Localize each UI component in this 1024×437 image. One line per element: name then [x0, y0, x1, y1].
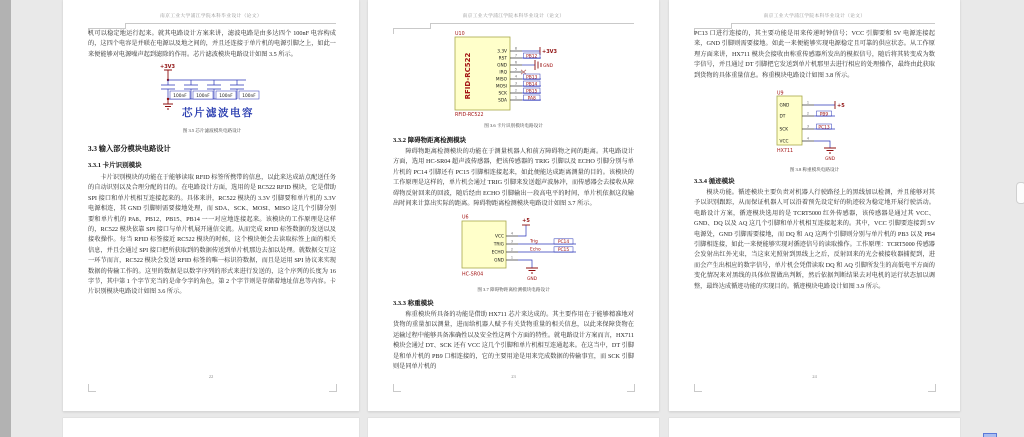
svg-text:4: 4	[514, 73, 518, 79]
svg-text:SDA: SDA	[498, 98, 507, 104]
svg-text:+5: +5	[837, 103, 845, 109]
text-boundary-corner	[329, 384, 337, 392]
net-pc13	[814, 124, 835, 130]
paragraph-filter-cap: 机可以稳定地运行起来。就其电路设计方案来讲，滤波电路是由多达四个 100nF 电容构成的，这四个电容是并联在电源以及地之间的，并且还连接于单片机的电源引脚之上，如此一来便能够对电源噪声起到滤除的作用。芯片滤波模块电路设计如图 3.5 所示。	[88, 30, 336, 58]
net-pb9	[814, 111, 835, 117]
pin-stubs	[802, 100, 814, 141]
next-row-page	[63, 418, 359, 437]
svg-text:PB9: PB9	[819, 112, 829, 118]
scrollbar-thumb[interactable]	[1016, 182, 1024, 204]
text-boundary-corner	[627, 384, 635, 392]
svg-text:8: 8	[514, 45, 518, 51]
svg-text:MISO: MISO	[495, 77, 507, 83]
next-row-page	[368, 418, 659, 437]
net-pb15	[522, 88, 541, 94]
power-symbol	[164, 70, 172, 81]
power-net-label: +3V3	[160, 64, 176, 70]
page-header: 南京工业大学浦江学院本科毕业设计（论文）	[763, 14, 866, 19]
svg-text:3: 3	[514, 80, 518, 86]
svg-text:IRQ: IRQ	[499, 70, 507, 76]
svg-text:PC14: PC14	[557, 240, 570, 246]
figure-caption-3-7: 图 3.7 障碍物距离检测模块电路设计	[477, 287, 550, 292]
page-header: 南京工业大学浦江学院本科毕业设计（论文）	[160, 14, 262, 19]
paragraph-3-3-3: 称重模块所具备的功能是借助 HX711 芯片来达成的。其主要作用在于能够精准地对货物的重量加以测量，进而给机器人赋予有关货物重量的相关信息，以此来保障货物在运输过程中能够具备准确性以及安全性这两个方面的特性。就电路设计方案而言，HX711 模块会通过 DT、SCK 还有 VCC 这几个引脚和单片机相互连通起来。在这当中，DT 引脚是和单片机的 PB9 口相连接的，它的主要用途是用来完成数据的传输事宜，而 SCK 引脚则是同单片机的	[393, 311, 634, 371]
document-page-22	[63, 0, 359, 411]
svg-text:GND: GND	[543, 64, 554, 69]
svg-text:RST: RST	[498, 56, 507, 62]
paragraph-3-3-4: 模块功能。循迹模块主要负责对机器人行驶路径上的黑线加以检测，并且能够对其予以识别跟踪，从而保证机器人可以沿着预先设定好的轨迹较为稳定地开展行驶活动。电路设计方案，循迹模块选用的是 TCRT5000 红外传感器，该传感器是通过其 VCC、GND、DQ 以及 AQ 这几个引脚和单片机相互连接起来的。其中，VCC 引脚要连接到 5V 电源处，GND 引脚需要接地，而 DQ 和 AQ 这两个引脚则分别与单片机的 PB3 以及 PB4 引脚相连接，如此一来便能够实现对循迹信号的读取操作。工作原理：TCRT5000 传感器会发射出红外光束，当这束光照射到黑线上之后，反射回来的光会被接收器捕捉到，进而会产生出相应的数字信号，单片机会凭借读取 DQ 和 AQ 引脚所发生的高低电平方面的变化情况来对黑线的具体位置做出判断，然后依据判断结果去对电机的运行状态加以调整，最终达成循迹功能的实现目的。循迹模块电路设计如图 3.9 所示。	[694, 189, 935, 290]
bottom-edge-indicator	[983, 433, 997, 437]
refdes-label: U9	[777, 91, 784, 97]
figure-caption-3-5: 图 3.5 芯片滤波模块电路设计	[182, 128, 242, 133]
heading-3-3-4: 3.3.4 循迹模块	[694, 178, 735, 185]
svg-text:MOSI: MOSI	[495, 84, 507, 90]
figure-caption-3-8: 图 3.8 称重模块电路设计	[789, 167, 840, 172]
figure-3-7-schematic	[448, 212, 628, 290]
svg-text:2: 2	[514, 87, 518, 93]
svg-text:+3V3: +3V3	[542, 49, 558, 55]
svg-text:3: 3	[510, 238, 514, 244]
svg-text:ECHO: ECHO	[491, 250, 504, 256]
svg-text:PB14: PB14	[526, 82, 538, 88]
heading-3-3: 3.3 输入部分模块电路设计	[88, 145, 171, 153]
page-number: 24	[812, 374, 817, 379]
part-name-label: HX711	[777, 149, 794, 154]
part-name-label: RFID-RC522	[455, 113, 484, 118]
cap-value: 100nF	[219, 94, 233, 99]
left-panel-edge	[0, 0, 11, 437]
net-power-5v	[518, 218, 530, 236]
paragraph-hx711-cont: PC13 口进行连接的，其主要功能是用来传递时钟信号；VCC 引脚要和 5V 电源连接起来，GND 引脚则需要接地。如此一来便能够实现电源稳定且可靠的供应状态。从工作原理方面来讲，HX711 模块会接收由称重传感器所发出的模拟信号，随后将其转变成为数字信号，并且通过 DT 引脚把它发送到单片机那里去进行相应的处理操作，最终由此获取到货物的具体重量信息。称重模块电路设计如图 3.8 所示。	[694, 30, 935, 79]
refdes-label: U6	[462, 215, 469, 221]
heading-3-3-1: 3.3.1 卡片识别模块	[88, 162, 142, 169]
heading-3-3-3: 3.3.3 称重模块	[393, 300, 434, 307]
svg-text:5: 5	[514, 66, 518, 72]
svg-text:2: 2	[510, 246, 514, 252]
net-pa8	[522, 95, 541, 101]
pin-stubs	[506, 231, 518, 260]
cap-value: 100nF	[196, 94, 210, 99]
heading-3-3-2: 3.3.2 障碍物距离检测模块	[393, 137, 467, 144]
svg-text:GND: GND	[494, 258, 504, 264]
header-rule-left	[393, 28, 430, 29]
svg-text:TRIG: TRIG	[493, 242, 504, 248]
svg-text:VCC: VCC	[779, 139, 789, 145]
svg-text:7: 7	[514, 52, 518, 58]
svg-text:PC13: PC13	[818, 125, 830, 131]
svg-text:+5: +5	[522, 218, 530, 224]
svg-text:SCK: SCK	[498, 91, 507, 97]
paragraph-3-3-1: 卡片识别模块的功能在于能够读取 RFID 标签所携带的信息，以此来达成站点配送任务的自动识别以及合理分配的目的。在电路设计方面，选用的是 RC522 RFID 模块，它是借助 SPI 接口和单片机相互连接起来的。具体来讲，RC522 模块的 3.3V 引脚要和单片机的 3.3V 电源相连，其 GND 引脚则需要接地处理，而 SDA、SCK、MOSI、MISO 这几个引脚分别要和单片机的 PA8、PB12、PB15、PB14 一一对应地连接起来。该模块的工作原理是这样的，RC522 模块依靠 SPI 接口与单片机展开通信交流。从而完成 RFID 标签数据的发送以及接收操作。每当 RFID 标签接近 RC522 模块的时候，这个模块便会去读取标签上面的相关信息，并且会通过 SPI 接口把所获取到的数据传送到单片机那边去加以处理。就数据交互这一环节而言，RC522 模块会发送 RFID 标签的唯一标识符数据，而且是运用 SPI 协议来实现数据的传输工作的。这里的数据是以数字序列的形式来进行发送的，这个序列的长度为 16 字节，其中第 1 个字节充当的是命令字的角色，第 2 个字节则是存储着地址信息等内容。卡片识别模块电路设计如图 3.6 所示。	[88, 174, 336, 296]
svg-text:GND: GND	[824, 157, 836, 162]
document-page-24	[669, 0, 960, 411]
next-row-page	[669, 418, 960, 437]
header-rule	[430, 23, 634, 24]
net-echo-pc15	[518, 246, 576, 253]
svg-text:Trig: Trig	[530, 239, 538, 245]
figure-3-6-schematic	[448, 30, 648, 122]
page-header: 南京工业大学浦江学院本科毕业设计（论文）	[462, 14, 565, 19]
svg-text:PC15: PC15	[557, 248, 570, 254]
page-number: 23	[511, 374, 516, 379]
svg-text:1: 1	[806, 99, 810, 105]
document-page-23	[368, 0, 659, 411]
svg-text:4: 4	[510, 230, 514, 236]
net-gnd	[522, 60, 554, 70]
svg-text:PB15: PB15	[526, 89, 538, 95]
svg-text:GND: GND	[526, 277, 538, 282]
text-boundary-corner	[88, 384, 96, 392]
header-rule	[125, 23, 336, 24]
net-pb13	[522, 74, 541, 80]
figure-title: 芯片滤波电容	[182, 108, 254, 119]
page-number: 22	[208, 374, 214, 379]
text-boundary-corner	[928, 384, 936, 392]
part-name-vertical: RFID-RC522	[464, 52, 472, 100]
svg-text:GND: GND	[497, 63, 507, 69]
svg-text:PB13: PB13	[526, 75, 538, 81]
text-boundary-corner	[694, 384, 702, 392]
svg-text:4: 4	[806, 135, 810, 141]
capacitor-values	[170, 91, 259, 99]
ground-symbol	[814, 141, 836, 162]
figure-3-8-schematic	[769, 90, 919, 166]
figure-caption-3-6: 图 3.6 卡片识别模块电路设计	[484, 123, 543, 128]
refdes-label: U10	[455, 32, 465, 37]
ground-symbol	[518, 260, 538, 282]
header-rule	[731, 23, 935, 24]
svg-text:SCK: SCK	[779, 127, 789, 133]
cap-value: 100nF	[242, 94, 256, 99]
svg-text:VCC: VCC	[495, 234, 504, 240]
cap-value: 100nF	[173, 94, 187, 99]
paragraph-3-3-2: 障碍物距离检测模块的功能在于测量机器人和前方障碍物之间的距离。其电路设计方面，选用 HC-SR04 超声波传感器，把该传感器的 TRIG 引脚以及 ECHO 引脚分别与单片机的 PC14 引脚还有 PC15 引脚相连接起来，如此便能达成距离测量的目的。该模块的工作原理是这样的，单片机会通过 TRIG 引脚来发送超声波脉冲，而传感器会去接收从障碍物反射回来的回波，随后经由 ECHO 引脚输出一段高电平的时间，单片机依据这段输出时间来计算出实际的距离。障碍物距离检测模块电路设计如图 3.7 所示。	[393, 148, 634, 208]
svg-text:Echo: Echo	[530, 247, 541, 253]
svg-text:3.3V: 3.3V	[497, 49, 507, 55]
net-trig-pc14	[518, 238, 576, 245]
svg-text:1: 1	[514, 94, 518, 100]
part-name-label: HC-SR04	[462, 272, 484, 278]
svg-text:DT: DT	[779, 114, 786, 120]
net-power-5v	[814, 101, 845, 109]
svg-text:PA8: PA8	[527, 96, 536, 102]
text-boundary-corner	[393, 384, 401, 392]
svg-text:GND: GND	[779, 103, 790, 109]
pin-stubs	[510, 46, 522, 100]
svg-text:2: 2	[806, 110, 810, 116]
net-pb12	[522, 53, 541, 59]
svg-text:6: 6	[514, 59, 518, 65]
svg-text:1: 1	[510, 254, 514, 260]
svg-text:3: 3	[806, 123, 810, 129]
net-pb14	[522, 81, 541, 87]
svg-text:PB12: PB12	[526, 54, 538, 60]
